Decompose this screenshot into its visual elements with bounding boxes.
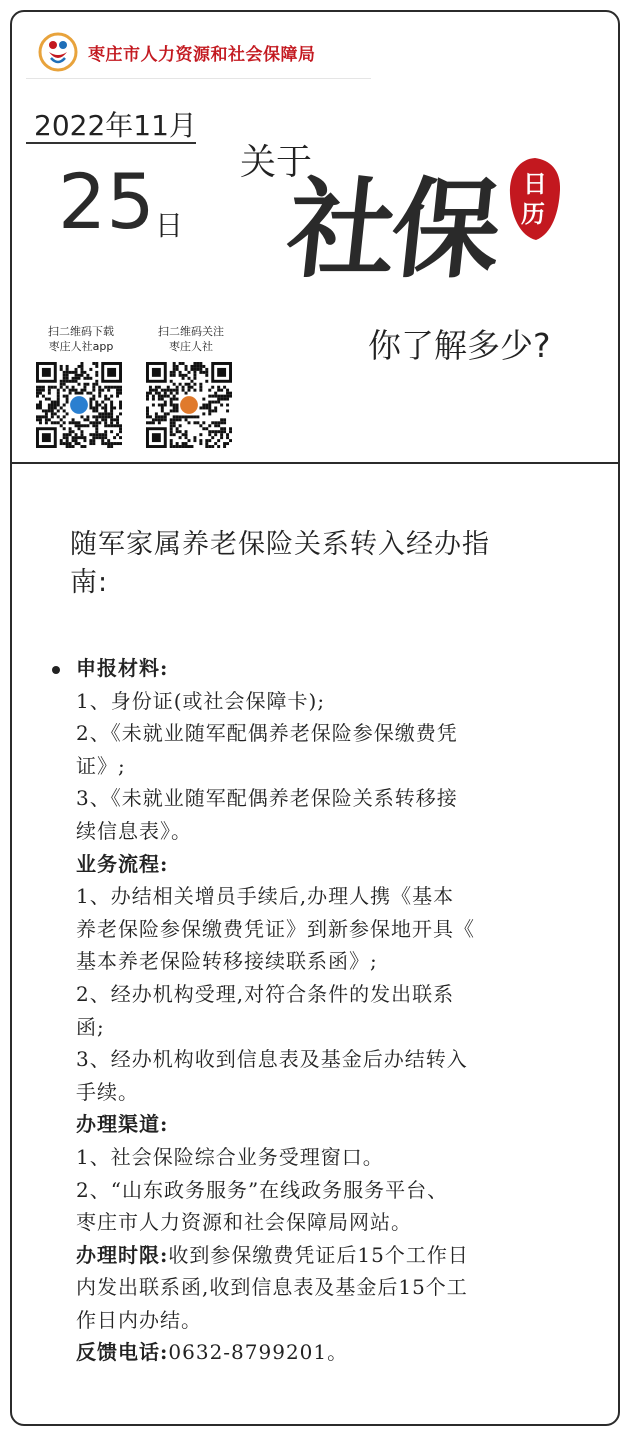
section-label: 申报材料: (76, 656, 169, 680)
guide-line-text: 收到参保缴费凭证后15个工作日 (168, 1242, 469, 1267)
org-logo-icon (38, 32, 78, 72)
guide-line-text: 养老保险参保缴费凭证》到新参保地开具《 (76, 916, 475, 941)
org-banner (38, 30, 316, 74)
qr-left-caption-line1: 扫二维码下载 (48, 325, 114, 338)
guide-line (76, 685, 596, 718)
day-unit: 日 (155, 209, 184, 242)
org-name: 枣庄市人力资源和社会保障局 (88, 44, 316, 65)
guide-line-text: 2、经办机构受理,对符合条件的发出联系 (76, 981, 455, 1006)
guide-line (76, 1271, 596, 1304)
guide-line-text: 2、《未就业随军配偶养老保险参保缴费凭 (76, 721, 458, 746)
section-label: 反馈电话: (76, 1340, 169, 1365)
guide-line (76, 880, 596, 913)
section-label: 业务流程: (76, 851, 169, 876)
guide-line-text: 1、社会保险综合业务受理窗口。 (76, 1144, 384, 1169)
year-month-underline (26, 142, 196, 144)
guide-line-text: 1、身份证(或社会保障卡); (76, 688, 326, 713)
qr-right-caption (136, 324, 246, 354)
org-underline (26, 78, 371, 79)
guide-line-text: 函; (76, 1014, 105, 1039)
calendar-header (12, 12, 618, 462)
guide-title (70, 526, 580, 602)
guide-line-text: 内发出联系函,收到信息表及基金后15个工 (76, 1275, 468, 1300)
guide-line-text: 证》; (76, 753, 126, 778)
guide-title-line2: 南: (70, 567, 109, 598)
bullet-dot (52, 666, 60, 674)
qr-left-caption-line2: 枣庄人社app (48, 340, 114, 353)
title-prefix: 关于 (240, 142, 313, 183)
guide-line (76, 913, 596, 946)
guide-line (76, 1108, 596, 1141)
guide-line (76, 1239, 596, 1272)
qr-code-wechat-icon[interactable] (146, 362, 232, 448)
guide-line (76, 815, 596, 848)
guide-line (76, 750, 596, 783)
qr-left-caption (26, 324, 136, 354)
guide-line (76, 1304, 596, 1337)
qr-right-caption-line1: 扫二维码关注 (158, 325, 224, 338)
guide-line (76, 1174, 596, 1207)
guide-line (76, 1011, 596, 1044)
title-main: 社保 (281, 167, 503, 293)
stamp-char-1: 日 (523, 169, 547, 198)
guide-line-text: 3、经办机构收到信息表及基金后办结转入 (76, 1047, 468, 1072)
guide-line-text: 3、《未就业随军配偶养老保险关系转移接 (76, 786, 458, 811)
guide-line-text: 1、办结相关增员手续后,办理人携《基本 (76, 884, 455, 909)
guide-line (76, 848, 596, 881)
guide-line (76, 945, 596, 978)
guide-title-line1: 随军家属养老保险关系转入经办指 (70, 529, 490, 560)
day-number: 25 (58, 157, 155, 246)
qr-right-caption-line2: 枣庄人社 (169, 340, 213, 353)
page-frame (10, 10, 620, 1426)
section-label: 办理时限: (76, 1242, 169, 1267)
year-month: 2022年11月 (34, 109, 197, 142)
question-text: 你了解多少? (368, 326, 551, 365)
guide-line-text: 手续。 (76, 1079, 139, 1104)
calendar-stamp (506, 156, 564, 242)
guide-line-text: 0632-8799201。 (168, 1340, 349, 1365)
guide-line (76, 1336, 596, 1369)
guide-line-text: 枣庄市人力资源和社会保障局网站。 (76, 1210, 412, 1235)
section-label: 办理渠道: (76, 1112, 169, 1137)
stamp-char-2: 历 (521, 199, 545, 228)
guide-line (76, 1076, 596, 1109)
qr-code-app-icon[interactable] (36, 362, 122, 448)
guide-line (76, 978, 596, 1011)
guide-line (76, 782, 596, 815)
guide-line (76, 1141, 596, 1174)
guide-line-text: 基本养老保险转移接续联系函》; (76, 949, 378, 974)
guide-body (76, 652, 596, 1369)
guide-line (76, 717, 596, 750)
guide-line (76, 1043, 596, 1076)
guide-line (76, 652, 596, 685)
guide-line (76, 1206, 596, 1239)
guide-line-text: 2、“山东政务服务”在线政务服务平台、 (76, 1177, 449, 1202)
guide-line-text: 续信息表》。 (76, 818, 192, 843)
section-divider (12, 462, 618, 464)
guide-line-text: 作日内办结。 (76, 1307, 202, 1332)
